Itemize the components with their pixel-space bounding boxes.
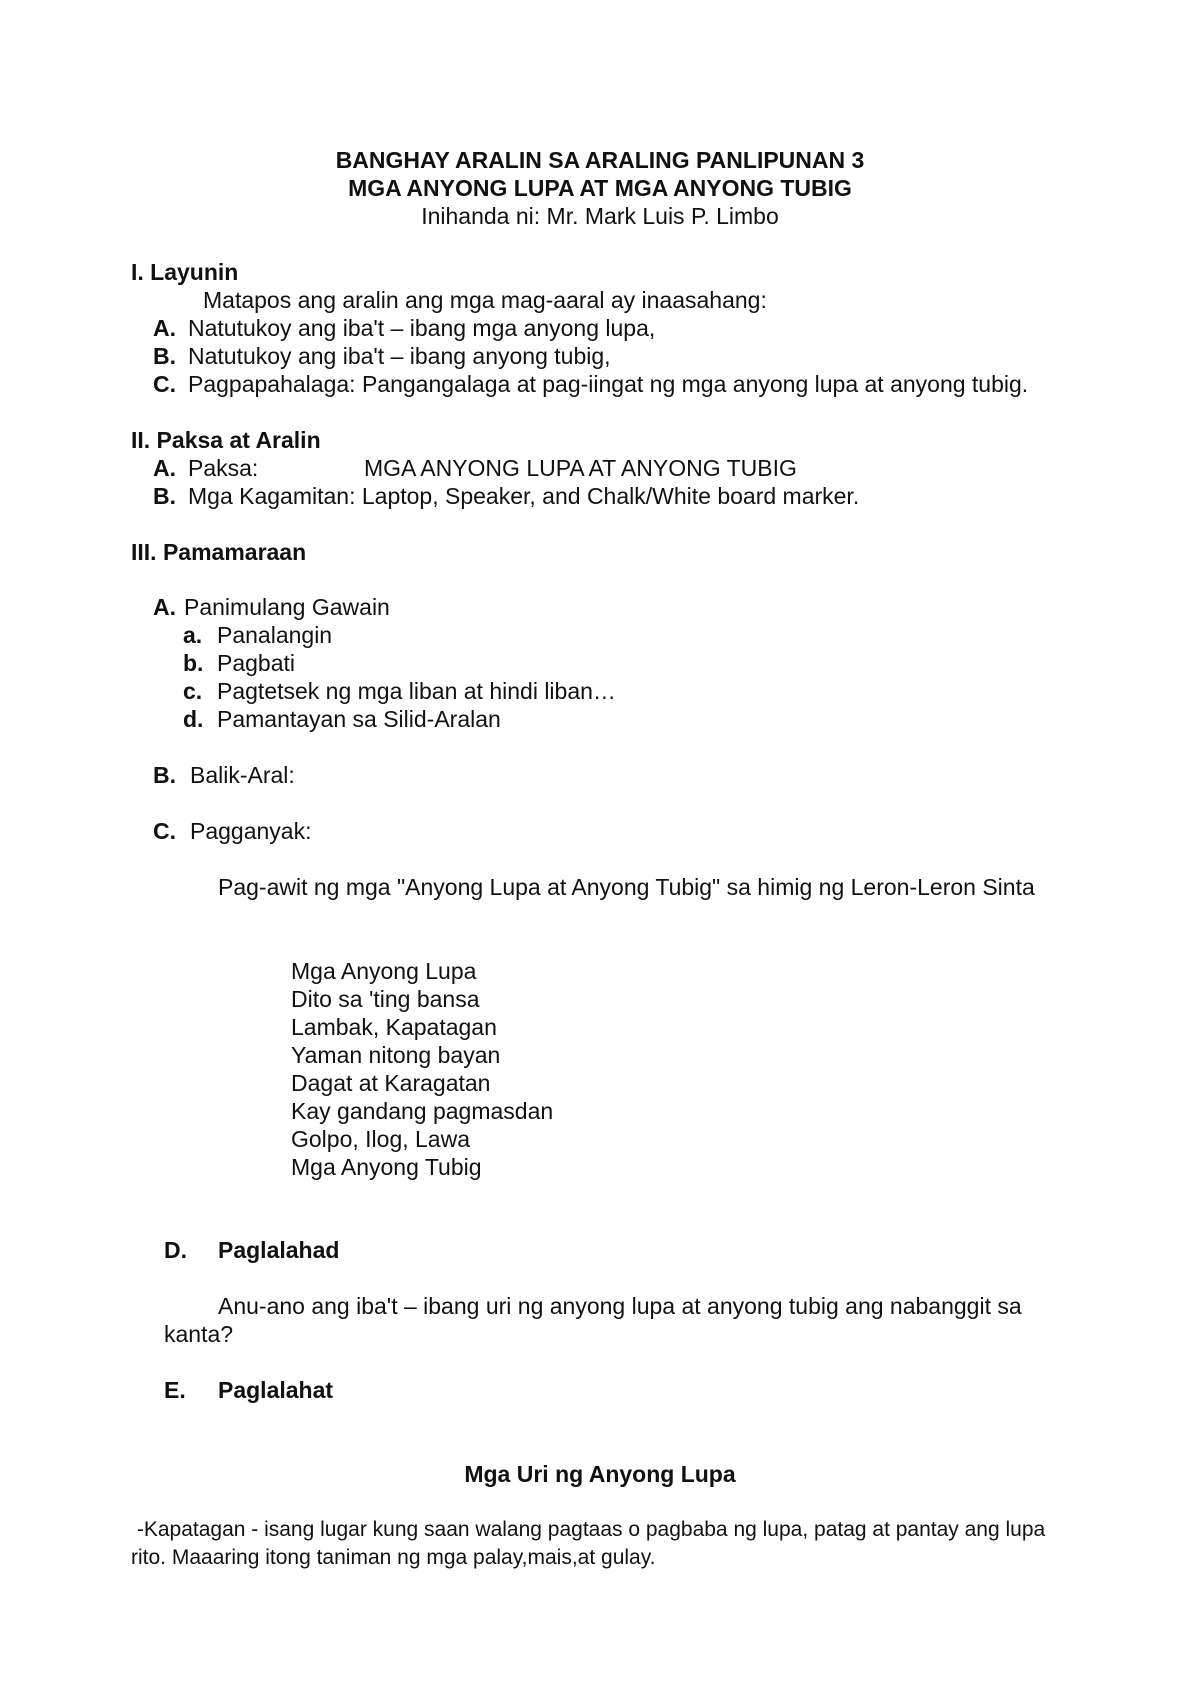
list-marker: c. [183,678,203,704]
subsection-title: Panimulang Gawain [184,594,390,620]
paksa-value: MGA ANYONG LUPA AT ANYONG TUBIG [364,455,797,481]
paglalahad-question: Anu-ano ang iba't – ibang uri ng anyong lupa at anyong tubig ang nabanggit sa [218,1293,1022,1319]
kapatagan-definition: -Kapatagan - isang lugar kung saan walang pagtaas o pagbaba ng lupa, patag at pantay ang lupa [131,1518,1046,1541]
list-item: Pamantayan sa Silid-Aralan [217,706,501,732]
song-line: Golpo, Ilog, Lawa [291,1126,471,1152]
list-marker: b. [183,650,204,676]
document-title: BANGHAY ARALIN SA ARALING PANLIPUNAN 3 [335,147,865,173]
paglalahad-question-cont: kanta? [164,1321,234,1347]
subsection-title: Balik-Aral: [190,762,295,788]
list-marker: D. [164,1237,187,1263]
song-line: Dito sa 'ting bansa [291,986,480,1012]
song-line: Mga Anyong Tubig [291,1154,482,1180]
list-marker: E. [164,1377,186,1403]
song-line: Mga Anyong Lupa [291,958,477,984]
paksa-label: Paksa: [188,455,259,481]
author-line: Inihanda ni: Mr. Mark Luis P. Limbo [421,203,779,229]
list-item: Natutukoy ang iba't – ibang mga anyong lupa, [188,315,656,341]
subsection-title: Pagganyak: [190,818,312,844]
song-line: Lambak, Kapatagan [291,1014,497,1040]
list-marker: B. [153,343,176,369]
list-item: Pagtetsek ng mga liban at hindi liban… [217,678,616,704]
subsection-title: Paglalahad [218,1237,340,1263]
list-marker: C. [153,371,176,397]
pagganyak-instruction: Pag-awit ng mga "Anyong Lupa at Anyong Tubig" sa himig ng Leron-Leron Sinta [218,874,1035,900]
song-line: Dagat at Karagatan [291,1070,491,1096]
list-marker: A. [153,315,176,341]
list-marker: B. [153,483,176,509]
document-subtitle: MGA ANYONG LUPA AT MGA ANYONG TUBIG [348,175,852,201]
list-marker: C. [153,818,176,844]
kapatagan-definition-cont: rito. Maaaring itong taniman ng mga palay,mais,at gulay. [131,1546,656,1569]
section-heading-paksa: II. Paksa at Aralin [131,427,321,453]
layunin-intro: Matapos ang aralin ang mga mag-aaral ay inaasahang: [203,287,767,313]
list-item: Panalangin [217,622,333,648]
list-item: Natutukoy ang iba't – ibang anyong tubig, [188,343,611,369]
list-marker: B. [153,762,176,788]
list-item: Pagpapahalaga: Pangangalaga at pag-iingat ng mga anyong lupa at anyong tubig. [188,371,1029,397]
song-line: Yaman nitong bayan [291,1042,501,1068]
uri-heading: Mga Uri ng Anyong Lupa [464,1461,736,1487]
subsection-title: Paglalahat [218,1377,334,1403]
list-marker: a. [183,622,203,648]
list-item: Pagbati [217,650,296,676]
section-heading-layunin: I. Layunin [131,259,239,285]
section-heading-pamamaraan: III. Pamamaraan [131,539,307,565]
song-line: Kay gandang pagmasdan [291,1098,554,1124]
list-marker: A. [153,594,176,620]
list-item: Mga Kagamitan: Laptop, Speaker, and Chalk/White board marker. [188,483,860,509]
list-marker: A. [153,455,176,481]
list-marker: d. [183,706,204,732]
